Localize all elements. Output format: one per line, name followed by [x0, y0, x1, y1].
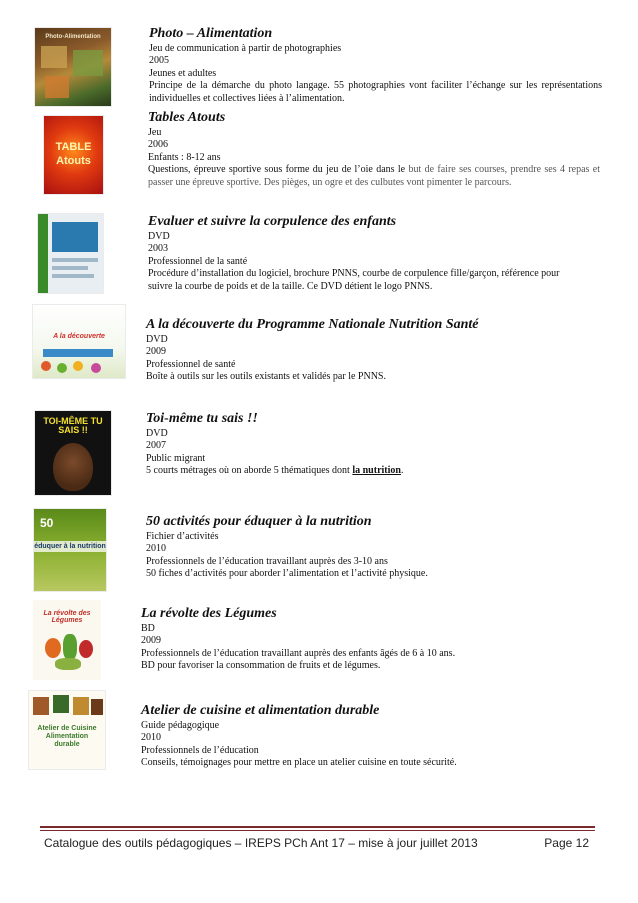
entry-type: Guide pédagogique [141, 720, 220, 731]
entry-description-line1: Procédure d’installation du logiciel, brochure PNNS, courbe de corpulence fille/garçon, référence pour [148, 268, 560, 280]
cover-image [44, 116, 103, 194]
entry-year: 2007 [146, 440, 166, 452]
cover-image [38, 214, 103, 293]
entry-year: 2010 [146, 543, 166, 555]
entry-audience: Professionnels de l’éducation travaillant auprès des enfants âgés de 6 à 10 ans. [141, 647, 456, 659]
footer-title: Catalogue des outils pédagogiques – IREPS PCh Ant 17 – mise à jour juillet 2013 [44, 836, 478, 850]
entry-year: 2003 [148, 243, 168, 255]
entry-description: Boîte à outils sur les outils existants et validés par le PNNS. [146, 371, 386, 383]
entry-type: Fichier d’activités [146, 531, 219, 542]
cover-image [35, 28, 111, 106]
entry-title: Toi-même tu sais !! [146, 411, 258, 426]
cover-title: Atelier de Cuisine Alimentation durable [37, 725, 97, 749]
entry-year: 2009 [146, 346, 166, 358]
entry-year: 2005 [149, 55, 169, 67]
entry-description-line2: suivre la courbe de poids et de la taille. Ce DVD détient le logo PNNS. [148, 280, 433, 292]
entry-title: Atelier de cuisine et alimentation durable [141, 703, 380, 718]
entry-description: Principe de la démarche du photo langage. 55 photographies vont faciliter l’échange sur les représentations individuelles et collectives liées à l’alimentation. [149, 80, 602, 104]
page-number: Page 12 [544, 836, 589, 850]
entry-audience: Professionnel de la santé [148, 255, 248, 267]
entry-year: 2009 [141, 635, 161, 647]
cover-image [35, 411, 111, 495]
cover-title: A la découverte [53, 333, 105, 340]
entry-title: Evaluer et suivre la corpulence des enfants [148, 214, 397, 229]
entry-description-text: 5 courts métrages où on aborde 5 thématiques dont [146, 465, 353, 477]
entry-description-part1: Questions, épreuve sportive sous forme du jeu de l’oie dans le [148, 164, 409, 176]
entry-type: DVD [146, 334, 168, 345]
entry-description: Conseils, témoignages pour mettre en place un atelier cuisine en toute sécurité. [141, 757, 457, 769]
entry-audience: Jeunes et adultes [149, 67, 217, 79]
entry-audience: Professionnels de l’éducation travaillant auprès des 3-10 ans [146, 555, 388, 567]
cover-image [29, 691, 105, 769]
entry-type: Jeu de communication à partir de photographies [149, 43, 342, 54]
entry-description [146, 465, 602, 477]
entry-type: DVD [146, 428, 168, 439]
entry-audience: Public migrant [146, 452, 206, 464]
cover-number: 50 [40, 516, 54, 530]
cover-title: Photo-Alimentation [45, 34, 101, 40]
cover-title-line2: Atouts [56, 155, 91, 167]
footer-rule-thin [40, 830, 595, 831]
entry-type: BD [141, 623, 155, 634]
nutrition-link[interactable]: la nutrition [352, 465, 401, 477]
entry-description-part2: but de faire ses courses, prendre ses 4 repas et passer une épreuve sportive. Des pièges, un ogre et des culbutes vont pimenter le parcours. [148, 164, 600, 188]
cover-title: TOI-MÊME TU SAIS !! [43, 416, 103, 435]
entry-description-end: . [400, 465, 404, 477]
entry-type: Jeu [148, 127, 162, 138]
entry-audience: Enfants : 8-12 ans [148, 151, 221, 163]
cover-image [34, 509, 106, 591]
entry-title: 50 activités pour éduquer à la nutrition [146, 514, 372, 529]
entry-title: Tables Atouts [148, 110, 226, 125]
cover-image [33, 600, 101, 680]
entry-description [148, 164, 600, 189]
entry-audience: Professionnels de l’éducation [141, 744, 259, 756]
entry-description: BD pour favoriser la consommation de fruits et de légumes. [141, 660, 381, 672]
cover-title: éduquer à la nutrition [34, 543, 106, 550]
entry-year: 2006 [148, 139, 168, 151]
entry-title: A la découverte du Programme Nationale Nutrition Santé [146, 317, 479, 332]
entry-title: La révolte des Légumes [141, 606, 277, 621]
entry-type: DVD [148, 231, 170, 242]
entry-audience: Professionnel de santé [146, 358, 236, 370]
cover-image [33, 305, 125, 378]
cover-title-line1: TABLE [55, 141, 92, 153]
entry-title: Photo – Alimentation [149, 26, 273, 41]
footer-rule [40, 826, 595, 828]
entry-description: 50 fiches d’activités pour aborder l’alimentation et l’activité physique. [146, 568, 428, 580]
entry-year: 2010 [141, 732, 161, 744]
cover-title: La révolte des Légumes [43, 610, 91, 624]
